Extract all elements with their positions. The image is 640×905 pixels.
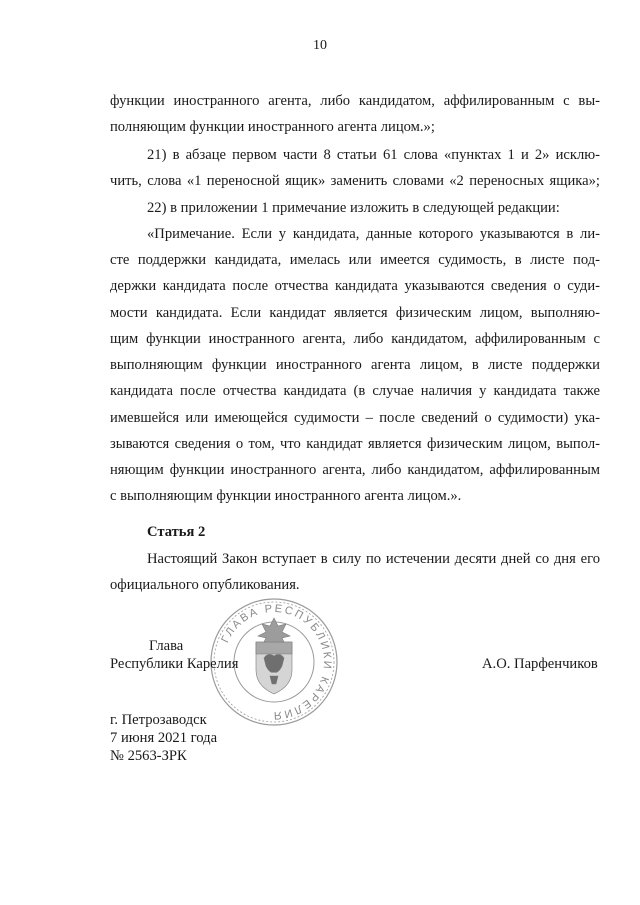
text-line-4: чить, слова «1 переносной ящик» заменить словами «2 переносных ящика»; — [110, 173, 600, 189]
text-line-11: выполняющим функции иностранного агента лицом, в листе поддержки — [110, 357, 600, 373]
text-line-14: зываются сведения о том, что кандидат является физическим лицом, выпол- — [110, 436, 600, 452]
text-line-16: с выполняющим функции иностранного агента лицом.». — [110, 488, 462, 504]
page-number: 10 — [313, 38, 327, 53]
text-line-13: имевшейся или имеющейся судимости – после сведений о судимости) ука- — [110, 410, 600, 426]
text-line-2: полняющим функции иностранного агента лицом.»; — [110, 119, 435, 135]
signature-title-line-2: Республики Карелия — [110, 656, 239, 672]
footer-number: № 2563-ЗРК — [110, 748, 187, 764]
text-line-10: щим функции иностранного агента, либо кандидатом, аффилированным с — [110, 331, 600, 347]
article-text-line-1: Настоящий Закон вступает в силу по истечении десяти дней со дня его — [147, 551, 600, 567]
text-line-12: кандидата после отчества кандидата (в случае наличия у кандидата также — [110, 383, 600, 399]
article-text-line-2: официального опубликования. — [110, 577, 300, 593]
text-line-8: держки кандидата после отчества кандидата указываются сведения о суди- — [110, 278, 600, 294]
signature-name: А.О. Парфенчиков — [482, 656, 598, 672]
text-line-1: функции иностранного агента, либо кандидатом, аффилированным с вы- — [110, 93, 600, 109]
text-line-9: мости кандидата. Если кандидат является физическим лицом, выполняю- — [110, 305, 600, 321]
text-line-15: няющим функции иностранного агента, либо кандидатом, аффилированным — [110, 462, 600, 478]
footer-date: 7 июня 2021 года — [110, 730, 218, 746]
signature-title-line-1: Глава — [149, 638, 184, 654]
article-heading: Статья 2 — [147, 524, 206, 540]
svg-text:ГЛАВА РЕСПУБЛИКИ КАРЕЛИЯ: ГЛАВА РЕСПУБЛИКИ КАРЕЛИЯ — [219, 602, 334, 722]
footer-city: г. Петрозаводск — [110, 712, 207, 728]
text-line-3: 21) в абзаце первом части 8 статьи 61 слова «пунктах 1 и 2» исклю- — [147, 147, 600, 163]
text-line-6: «Примечание. Если у кандидата, данные которого указываются в ли- — [147, 226, 600, 242]
coat-of-arms-icon — [256, 618, 292, 694]
text-line-7: сте поддержки кандидата, имелась или имеется судимость, в листе под- — [110, 252, 600, 268]
text-line-5: 22) в приложении 1 примечание изложить в следующей редакции: — [147, 200, 560, 216]
